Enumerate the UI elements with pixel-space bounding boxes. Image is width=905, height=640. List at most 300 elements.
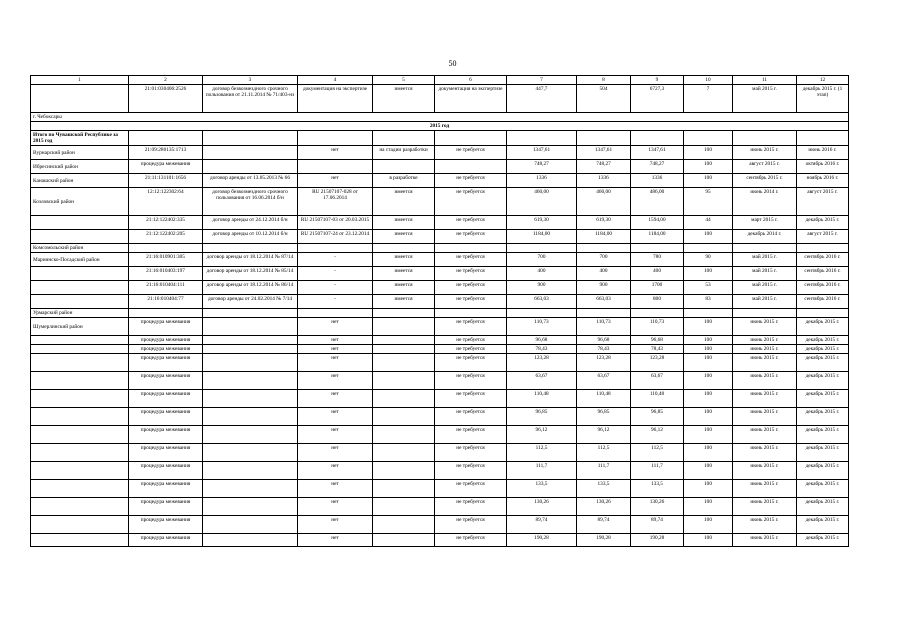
expertise-cell: не требуется: [435, 354, 507, 372]
land-document-cell: [203, 309, 298, 318]
district-cell: Канашский район: [31, 174, 129, 188]
cadastral-number-cell: процедура межевания: [129, 354, 203, 372]
start-date-cell: июнь 2015 г.: [733, 408, 797, 426]
design-doc-cell: нет: [298, 354, 373, 372]
design-doc-cell: нет: [298, 516, 373, 534]
expertise-cell: не требуется: [435, 372, 507, 390]
status-cell: [373, 462, 435, 480]
end-date-cell: август 2015 г.: [797, 230, 849, 244]
end-date-cell: декабрь 2015 г.: [797, 216, 849, 230]
end-date-cell: июнь 2016 г.: [797, 146, 849, 160]
status-cell: [373, 534, 435, 547]
district-cell: [31, 426, 129, 444]
start-date-cell: июнь 2015 г.: [733, 318, 797, 336]
expertise-cell: не требуется: [435, 498, 507, 516]
start-date-cell: июнь 2014 г.: [733, 188, 797, 216]
table-row: [31, 336, 849, 345]
value-cell-9: 96,85: [631, 408, 684, 426]
cadastral-number-cell: процедура межевания: [129, 345, 203, 354]
total-row: [31, 131, 849, 146]
value-cell-7: 400: [507, 267, 577, 281]
value-cell-10: 100: [684, 160, 733, 174]
cadastral-number-cell: 21:09:280135:1713: [129, 146, 203, 160]
status-cell: в разработке: [373, 174, 435, 188]
start-date-cell: май 2015 г.: [733, 267, 797, 281]
value-cell-7: 700: [507, 253, 577, 267]
district-cell: [31, 281, 129, 295]
value-cell-7: 112,5: [507, 444, 577, 462]
design-doc-cell: нет: [298, 462, 373, 480]
table-row: [31, 267, 849, 281]
status-cell: имеется: [373, 188, 435, 216]
start-date-cell: декабрь 2014 г.: [733, 230, 797, 244]
year-row: [31, 122, 849, 131]
value-cell-10: 100: [684, 146, 733, 160]
end-date-cell: сентябрь 2016 г.: [797, 281, 849, 295]
district-cell: [31, 390, 129, 408]
status-cell: имеется: [373, 295, 435, 309]
expertise-cell: не требуется: [435, 253, 507, 267]
cadastral-number-cell: процедура межевания: [129, 160, 203, 174]
status-cell: [373, 336, 435, 345]
status-cell: имеется: [373, 267, 435, 281]
value-cell-10: 90: [684, 253, 733, 267]
district-cell: [31, 216, 129, 230]
land-document-cell: договор аренды от 13.05.2013 № 66: [203, 174, 298, 188]
land-document-cell: [203, 160, 298, 174]
district-cell: Вурнарский район: [31, 146, 129, 160]
value-cell-9: 63,67: [631, 372, 684, 390]
start-date-cell: июнь 2015 г.: [733, 372, 797, 390]
value-cell-10: 100: [684, 390, 733, 408]
value-cell-8: 133,5: [577, 480, 631, 498]
end-date-cell: декабрь 2015 г.: [797, 318, 849, 336]
table-row: [31, 146, 849, 160]
value-cell-10: 100: [684, 174, 733, 188]
design-doc-cell: -: [298, 295, 373, 309]
value-cell-7: [507, 244, 577, 253]
value-cell-10: 95: [684, 188, 733, 216]
value-cell-10: 83: [684, 295, 733, 309]
value-cell-10: 100: [684, 426, 733, 444]
cadastral-number-cell: 21:12:122402:205: [129, 230, 203, 244]
city-row: [31, 113, 849, 122]
status-cell: [373, 372, 435, 390]
start-date-cell: июнь 2015 г.: [733, 480, 797, 498]
value-cell-10: 100: [684, 408, 733, 426]
value-cell-10: 53: [684, 281, 733, 295]
land-document-cell: [203, 408, 298, 426]
column-number: 10: [684, 76, 733, 85]
design-doc-cell: -: [298, 281, 373, 295]
start-date-cell: май 2015 г.: [733, 281, 797, 295]
district-cell: Ибресинский район: [31, 160, 129, 174]
value-cell-9: 89,74: [631, 516, 684, 534]
end-date-cell: декабрь 2015 г.: [797, 336, 849, 345]
expertise-cell: не требуется: [435, 174, 507, 188]
district-cell: [31, 354, 129, 372]
district-cell: [31, 230, 129, 244]
end-date-cell: декабрь 2015 г.: [797, 534, 849, 547]
table-row: [31, 230, 849, 244]
value-cell-7: 89,74: [507, 516, 577, 534]
cadastral-number-cell: 12:12:122302:64: [129, 188, 203, 216]
district-cell: Козловский район: [31, 188, 129, 216]
end-date-cell: декабрь 2015 г.: [797, 408, 849, 426]
value-cell-7: 133,5: [507, 480, 577, 498]
value-cell-9: 800: [631, 295, 684, 309]
table-row: [31, 281, 849, 295]
start-date-cell: сентябрь 2015 г.: [733, 174, 797, 188]
end-date-cell: декабрь 2015 г.: [797, 372, 849, 390]
value-cell-9: 111,7: [631, 462, 684, 480]
start-date-cell: июнь 2015 г.: [733, 390, 797, 408]
total-label: Итого по Чувашской Республике за 2015 год: [31, 131, 129, 146]
design-doc-cell: RU 21507107-028 от 17.06.2014: [298, 188, 373, 216]
cadastral-number-cell: [129, 244, 203, 253]
district-cell: [31, 444, 129, 462]
value-cell-7: 78,43: [507, 345, 577, 354]
cadastral-number-cell: 21:16:010404:111: [129, 281, 203, 295]
value-cell-10: 100: [684, 516, 733, 534]
city-label: г. Чебоксары: [31, 113, 849, 122]
value-cell-7: 110,48: [507, 390, 577, 408]
column-number: 12: [797, 76, 849, 85]
value-cell-8: 96,68: [577, 336, 631, 345]
year-label: 2015 год: [31, 122, 849, 131]
column-number: 2: [129, 76, 203, 85]
design-doc-cell: RU 21507107-24 от 23.12.2014: [298, 230, 373, 244]
start-date-cell: август 2015 г.: [733, 160, 797, 174]
value-cell-8: 700: [577, 253, 631, 267]
value-cell-7: 460,00: [507, 188, 577, 216]
value-cell-9: 1594,00: [631, 216, 684, 230]
start-date-cell: июнь 2015 г.: [733, 498, 797, 516]
design-doc-cell: RU 21507107-03 от 20.03.2015: [298, 216, 373, 230]
value-cell-9: 130,26: [631, 498, 684, 516]
value-cell-8: 123,28: [577, 354, 631, 372]
status-cell: имеется: [373, 85, 435, 113]
value-cell-8: 96,85: [577, 408, 631, 426]
cadastral-number-cell: процедура межевания: [129, 336, 203, 345]
status-cell: [373, 390, 435, 408]
value-cell-8: 96,12: [577, 426, 631, 444]
column-number: 11: [733, 76, 797, 85]
end-date-cell: сентябрь 2016 г.: [797, 295, 849, 309]
end-date-cell: август 2015 г.: [797, 188, 849, 216]
value-cell-9: 400: [631, 267, 684, 281]
land-document-cell: договор аренды от 18.12.2014 № 86/14: [203, 281, 298, 295]
status-cell: [373, 408, 435, 426]
cadastral-number-cell: процедура межевания: [129, 444, 203, 462]
land-document-cell: [203, 244, 298, 253]
value-cell-10: 100: [684, 336, 733, 345]
start-date-cell: июнь 2015 г.: [733, 146, 797, 160]
design-doc-cell: нет: [298, 390, 373, 408]
cadastral-number-cell: процедура межевания: [129, 408, 203, 426]
design-doc-cell: нет: [298, 534, 373, 547]
district-cell: [31, 534, 129, 547]
value-cell-10: 44: [684, 216, 733, 230]
column-number: 8: [577, 76, 631, 85]
cadastral-number-cell: 21:01:030406:2526: [129, 85, 203, 113]
cadastral-number-cell: процедура межевания: [129, 462, 203, 480]
design-doc-cell: [298, 309, 373, 318]
design-doc-cell: нет: [298, 426, 373, 444]
end-date-cell: декабрь 2015 г.: [797, 462, 849, 480]
value-cell-10: 100: [684, 354, 733, 372]
data-table: [30, 75, 849, 547]
column-number: 5: [373, 76, 435, 85]
expertise-cell: не требуется: [435, 281, 507, 295]
value-cell-9: 1336: [631, 174, 684, 188]
cadastral-number-cell: 21:11:131101:1656: [129, 174, 203, 188]
cadastral-number-cell: [129, 309, 203, 318]
table-row: [31, 244, 849, 253]
value-cell-10: 100: [684, 345, 733, 354]
expertise-cell: [435, 309, 507, 318]
table-row: [31, 516, 849, 534]
end-date-cell: декабрь 2015 г.: [797, 345, 849, 354]
expertise-cell: не требуется: [435, 230, 507, 244]
column-number: 1: [31, 76, 129, 85]
value-cell-7: 619,30: [507, 216, 577, 230]
end-date-cell: декабрь 2015 г.: [797, 516, 849, 534]
expertise-cell: не требуется: [435, 480, 507, 498]
value-cell-8: 460,00: [577, 188, 631, 216]
design-doc-cell: нет: [298, 146, 373, 160]
start-date-cell: июнь 2015 г.: [733, 345, 797, 354]
design-doc-cell: -: [298, 267, 373, 281]
value-cell-9: 1700: [631, 281, 684, 295]
expertise-cell: не требуется: [435, 408, 507, 426]
end-date-cell: декабрь 2015 г.: [797, 354, 849, 372]
column-number-row: [31, 76, 849, 85]
value-cell-10: [684, 244, 733, 253]
district-cell: Шумерлинский район: [31, 318, 129, 336]
value-cell-9: 133,5: [631, 480, 684, 498]
land-document-cell: [203, 318, 298, 336]
value-cell-8: 89,74: [577, 516, 631, 534]
value-cell-9: 96,68: [631, 336, 684, 345]
value-cell-8: [577, 309, 631, 318]
expertise-cell: [435, 160, 507, 174]
status-cell: [373, 160, 435, 174]
column-number: 6: [435, 76, 507, 85]
value-cell-7: 1347,61: [507, 146, 577, 160]
value-cell-9: 110,48: [631, 390, 684, 408]
table-row: [31, 534, 849, 547]
design-doc-cell: документация на экспертизе: [298, 85, 373, 113]
column-number: 7: [507, 76, 577, 85]
value-cell-9: 110,73: [631, 318, 684, 336]
cadastral-number-cell: процедура межевания: [129, 534, 203, 547]
value-cell-9: 190,28: [631, 534, 684, 547]
page-number: 50: [448, 59, 457, 68]
land-document-cell: [203, 146, 298, 160]
land-document-cell: [203, 516, 298, 534]
land-document-cell: договор аренды от 18.12.2014 № 85/14: [203, 267, 298, 281]
value-cell-10: 100: [684, 230, 733, 244]
table-row: [31, 462, 849, 480]
value-cell-9: 1347,61: [631, 146, 684, 160]
table-row: [31, 318, 849, 336]
value-cell-7: 1184,00: [507, 230, 577, 244]
end-date-cell: декабрь 2015 г.: [797, 426, 849, 444]
value-cell-7: 130,26: [507, 498, 577, 516]
value-cell-7: 111,7: [507, 462, 577, 480]
cadastral-number-cell: процедура межевания: [129, 498, 203, 516]
district-cell: [31, 336, 129, 345]
start-date-cell: июнь 2015 г.: [733, 534, 797, 547]
continued-row: [31, 85, 849, 113]
cadastral-number-cell: процедура межевания: [129, 426, 203, 444]
table-row: [31, 188, 849, 216]
land-document-cell: [203, 444, 298, 462]
expertise-cell: не требуется: [435, 318, 507, 336]
column-number: 3: [203, 76, 298, 85]
value-cell-8: 190,28: [577, 534, 631, 547]
district-cell: [31, 372, 129, 390]
value-cell-7: 63,67: [507, 372, 577, 390]
value-cell-10: 100: [684, 498, 733, 516]
end-date-cell: декабрь 2015 г.: [797, 480, 849, 498]
start-date-cell: май 2015 г.: [733, 85, 797, 113]
table-row: [31, 309, 849, 318]
expertise-cell: не требуется: [435, 462, 507, 480]
table-row: [31, 498, 849, 516]
value-cell-8: 111,7: [577, 462, 631, 480]
value-cell-10: 7: [684, 85, 733, 113]
start-date-cell: июнь 2015 г.: [733, 426, 797, 444]
expertise-cell: не требуется: [435, 295, 507, 309]
status-cell: [373, 354, 435, 372]
status-cell: [373, 309, 435, 318]
value-cell-8: 110,73: [577, 318, 631, 336]
start-date-cell: май 2015 г.: [733, 253, 797, 267]
district-cell: [31, 498, 129, 516]
district-cell: [31, 267, 129, 281]
table-row: [31, 216, 849, 230]
district-cell: [31, 516, 129, 534]
value-cell-8: 900: [577, 281, 631, 295]
status-cell: [373, 318, 435, 336]
value-cell-7: 110,73: [507, 318, 577, 336]
table-row: [31, 444, 849, 462]
cadastral-number-cell: процедура межевания: [129, 372, 203, 390]
value-cell-8: 1347,61: [577, 146, 631, 160]
status-cell: [373, 444, 435, 462]
value-cell-10: 100: [684, 480, 733, 498]
start-date-cell: июнь 2015 г.: [733, 516, 797, 534]
expertise-cell: не требуется: [435, 390, 507, 408]
status-cell: имеется: [373, 216, 435, 230]
expertise-cell: документация на экспертизе: [435, 85, 507, 113]
table-row: [31, 390, 849, 408]
start-date-cell: май 2015 г.: [733, 295, 797, 309]
status-cell: [373, 426, 435, 444]
value-cell-7: 447,7: [507, 85, 577, 113]
start-date-cell: [733, 309, 797, 318]
land-document-cell: договор аренды от 10.12.2014 б/н: [203, 230, 298, 244]
value-cell-10: 100: [684, 318, 733, 336]
table-row: [31, 372, 849, 390]
design-doc-cell: [298, 160, 373, 174]
cadastral-number-cell: процедура межевания: [129, 390, 203, 408]
value-cell-9: 123,28: [631, 354, 684, 372]
value-cell-8: 663,03: [577, 295, 631, 309]
land-document-cell: договор безвозмездного срочного пользования от 16.06.2014 б/н: [203, 188, 298, 216]
land-document-cell: [203, 354, 298, 372]
cadastral-number-cell: 21:16:010404:77: [129, 295, 203, 309]
district-cell: [31, 462, 129, 480]
land-document-cell: договор аренды от 18.12.2014 № 87/14: [203, 253, 298, 267]
cadastral-number-cell: процедура межевания: [129, 318, 203, 336]
design-doc-cell: [298, 244, 373, 253]
end-date-cell: декабрь 2015 г.: [797, 498, 849, 516]
district-cell: Урмарский район: [31, 309, 129, 318]
table-row: [31, 174, 849, 188]
status-cell: [373, 498, 435, 516]
value-cell-10: 100: [684, 462, 733, 480]
design-doc-cell: -: [298, 253, 373, 267]
value-cell-9: 780: [631, 253, 684, 267]
value-cell-7: 96,12: [507, 426, 577, 444]
design-doc-cell: нет: [298, 498, 373, 516]
district-cell: Мариинско-Посадский район: [31, 253, 129, 267]
end-date-cell: сентябрь 2016 г.: [797, 267, 849, 281]
value-cell-8: 63,67: [577, 372, 631, 390]
value-cell-8: 110,48: [577, 390, 631, 408]
expertise-cell: не требуется: [435, 216, 507, 230]
value-cell-7: 663,03: [507, 295, 577, 309]
end-date-cell: сентябрь 2016 г.: [797, 253, 849, 267]
design-doc-cell: нет: [298, 372, 373, 390]
end-date-cell: [797, 309, 849, 318]
land-document-cell: [203, 345, 298, 354]
value-cell-10: [684, 309, 733, 318]
value-cell-9: [631, 309, 684, 318]
end-date-cell: декабрь 2015 г.: [797, 444, 849, 462]
expertise-cell: [435, 244, 507, 253]
start-date-cell: июнь 2015 г.: [733, 336, 797, 345]
start-date-cell: [733, 244, 797, 253]
status-cell: имеется: [373, 230, 435, 244]
value-cell-9: [631, 244, 684, 253]
table-row: [31, 480, 849, 498]
district-cell: [31, 295, 129, 309]
column-number: 4: [298, 76, 373, 85]
expertise-cell: не требуется: [435, 426, 507, 444]
start-date-cell: июнь 2015 г.: [733, 354, 797, 372]
expertise-cell: не требуется: [435, 516, 507, 534]
value-cell-7: [507, 309, 577, 318]
district-cell: [31, 480, 129, 498]
value-cell-7: 900: [507, 281, 577, 295]
table-row: [31, 354, 849, 372]
value-cell-8: 619,30: [577, 216, 631, 230]
design-doc-cell: нет: [298, 480, 373, 498]
end-date-cell: декабрь 2015 г.: [797, 390, 849, 408]
land-document-cell: [203, 480, 298, 498]
value-cell-7: 190,28: [507, 534, 577, 547]
expertise-cell: не требуется: [435, 534, 507, 547]
value-cell-9: 1184,00: [631, 230, 684, 244]
land-document-cell: [203, 462, 298, 480]
expertise-cell: не требуется: [435, 345, 507, 354]
expertise-cell: не требуется: [435, 444, 507, 462]
value-cell-8: 78,43: [577, 345, 631, 354]
